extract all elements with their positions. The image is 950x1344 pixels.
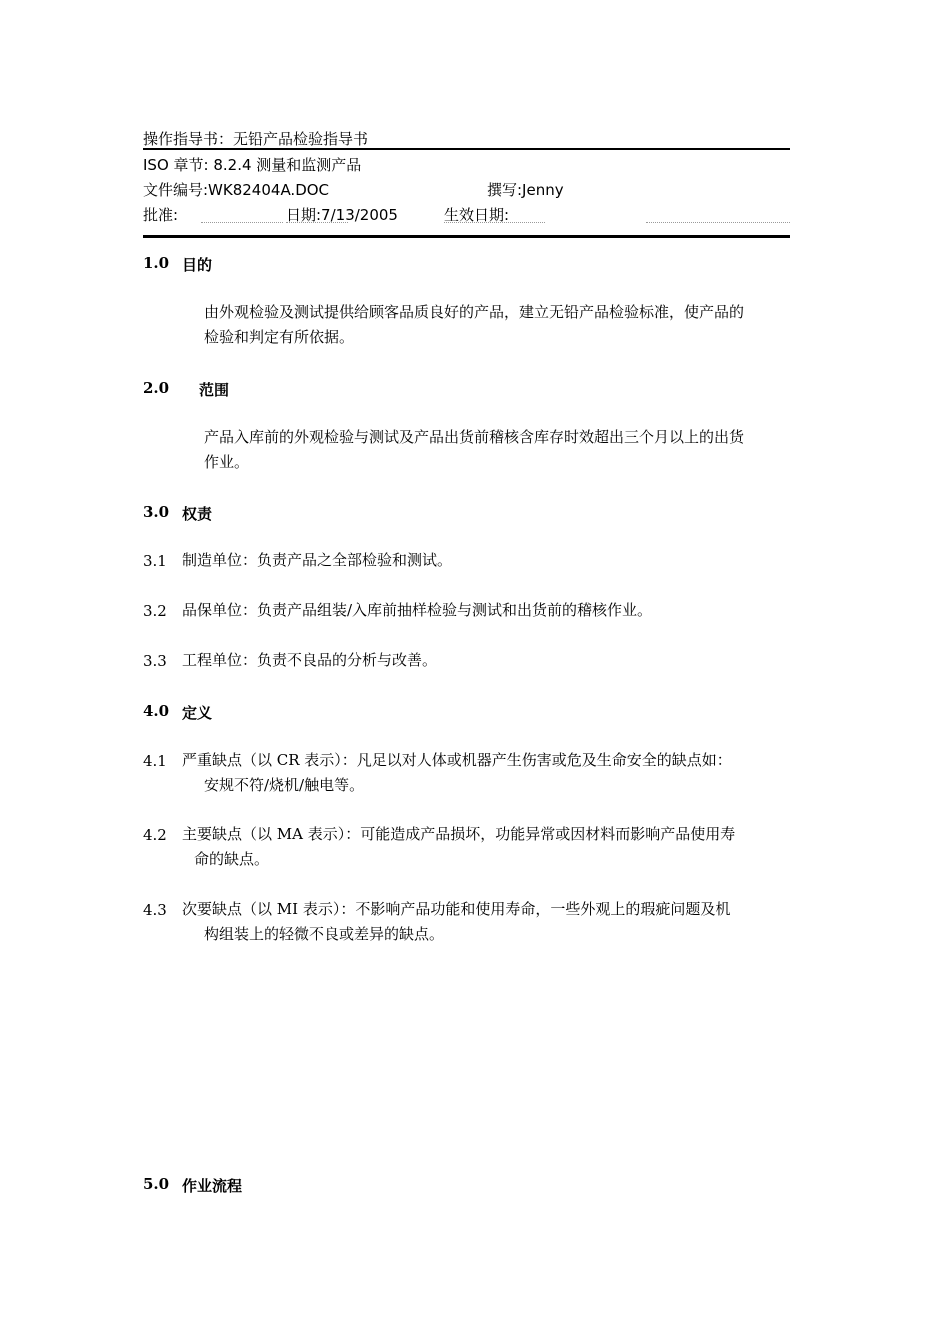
section-4-number: 4.0: [143, 702, 170, 720]
section-3-number: 3.0: [143, 503, 170, 521]
approve-label: 批准:: [143, 206, 179, 224]
iso-section: ISO 章节: 8.2.4 测量和监测产品: [143, 156, 362, 174]
header-top-rule: [143, 148, 790, 150]
item-4-3-number: 4.3: [143, 901, 167, 919]
item-4-1-line1: 严重缺点（以 CR 表示）：凡足以对人体或机器产生伤害或危及生命安全的缺点如：: [182, 751, 732, 769]
item-3-2-number: 3.2: [143, 602, 167, 620]
date-underline: [286, 222, 348, 223]
item-3-2-text: 品保单位：负责产品组装/入库前抽样检验与测试和出货前的稽核作业。: [182, 601, 653, 619]
doc-title: 操作指导书：无铅产品检验指导书: [143, 130, 369, 148]
section-5-number: 5.0: [143, 1175, 170, 1193]
section-1-body-line1: 由外观检验及测试提供给顾客品质良好的产品，建立无铅产品检验标准，使产品的: [204, 303, 745, 321]
item-4-2-number: 4.2: [143, 826, 167, 844]
section-1-number: 1.0: [143, 254, 170, 272]
header-bottom-rule: [143, 235, 790, 238]
section-4-title: 定义: [182, 704, 213, 722]
section-2-number: 2.0: [143, 379, 170, 397]
item-3-1-number: 3.1: [143, 552, 167, 570]
effective-date-value-underline: [646, 222, 790, 223]
section-5-title: 作业流程: [182, 1177, 243, 1195]
section-1-title: 目的: [182, 256, 213, 274]
item-4-1-line2: 安规不符/烧机/触电等。: [204, 776, 365, 794]
item-3-3-number: 3.3: [143, 652, 167, 670]
date: 日期:7/13/2005: [286, 206, 398, 224]
item-4-3-line2: 构组装上的轻微不良或差异的缺点。: [204, 925, 445, 943]
section-2-body-line1: 产品入库前的外观检验与测试及产品出货前稽核含库存时效超出三个月以上的出货: [204, 428, 745, 446]
effective-date-underline: [444, 222, 545, 223]
author: 撰写:Jenny: [487, 181, 564, 199]
item-3-1-text: 制造单位：负责产品之全部检验和测试。: [182, 551, 453, 569]
item-4-2-line1: 主要缺点（以 MA 表示）：可能造成产品损坏，功能异常或因材料而影响产品使用寿: [182, 825, 736, 843]
item-4-2-line2: 命的缺点。: [194, 850, 270, 868]
effective-date-label: 生效日期:: [444, 206, 510, 224]
section-1-body-line2: 检验和判定有所依据。: [204, 328, 355, 346]
approve-underline: [201, 222, 283, 223]
section-3-title: 权责: [182, 505, 213, 523]
item-3-3-text: 工程单位：负责不良品的分析与改善。: [182, 651, 438, 669]
section-2-body-line2: 作业。: [204, 453, 250, 471]
item-4-3-line1: 次要缺点（以 MI 表示）：不影响产品功能和使用寿命，一些外观上的瑕疵问题及机: [182, 900, 731, 918]
section-2-title: 范围: [199, 381, 230, 399]
doc-number: 文件编号:WK82404A.DOC: [143, 181, 330, 199]
item-4-1-number: 4.1: [143, 752, 167, 770]
